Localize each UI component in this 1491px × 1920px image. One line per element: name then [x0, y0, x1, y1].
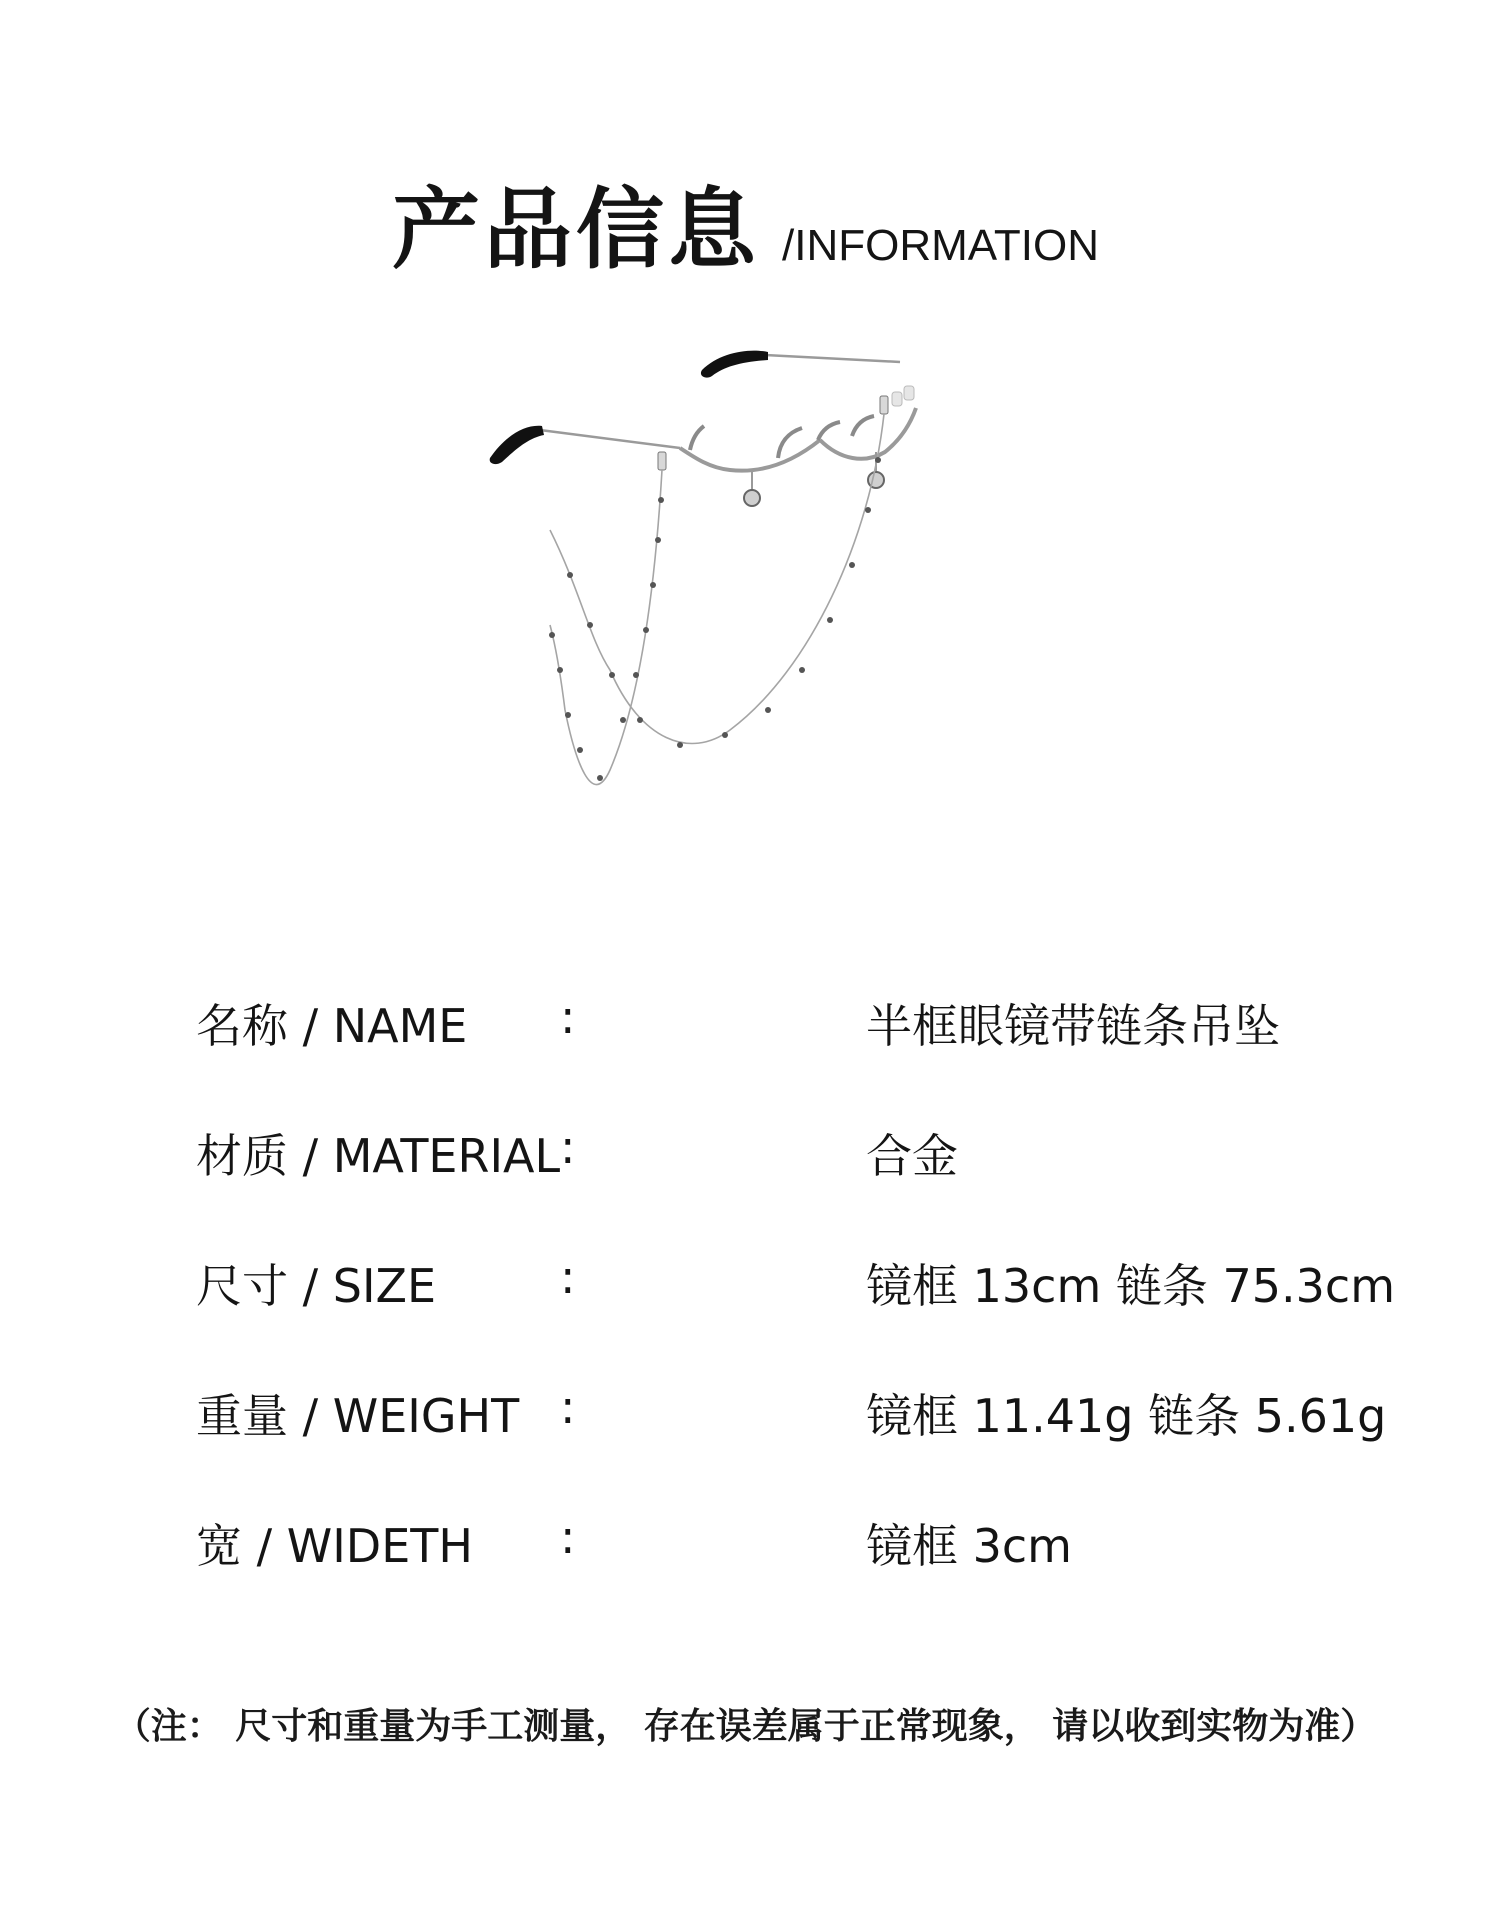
spec-value: 镜框 11.41g 链条 5.61g — [866, 1389, 1387, 1443]
spec-row-name — [196, 970, 1376, 1100]
spec-label: 重量 / WEIGHT — [196, 1389, 520, 1443]
spec-value: 半框眼镜带链条吊坠 — [866, 999, 1280, 1053]
front-temple-arm — [540, 430, 680, 448]
right-rim — [820, 408, 916, 459]
chain-beads — [549, 457, 881, 781]
spec-label: 宽 / WIDETH — [196, 1519, 473, 1573]
spec-label: 材质 / MATERIAL — [196, 1129, 561, 1183]
horn-decoration — [690, 426, 704, 450]
page-header — [0, 160, 1491, 286]
page-title: 产品信息 — [392, 178, 761, 281]
chain-clip — [880, 396, 888, 414]
back-temple-tip — [701, 351, 768, 378]
chain-clip — [658, 452, 666, 470]
spec-row-size — [196, 1230, 1396, 1360]
spec-table — [196, 970, 1396, 1620]
left-rim — [680, 440, 820, 471]
nose-pad — [892, 392, 902, 406]
spec-colon: : — [560, 1250, 576, 1304]
horn-decoration — [852, 416, 874, 436]
spec-colon: : — [560, 1120, 576, 1174]
spec-value: 合金 — [866, 1129, 958, 1183]
spec-colon: : — [560, 990, 576, 1044]
front-temple-tip — [490, 426, 544, 464]
spec-value: 镜框 3cm — [866, 1519, 1072, 1573]
disclaimer-note: （注： 尺寸和重量为手工测量， 存在误差属于正常现象， 请以收到实物为准） — [114, 1706, 1377, 1747]
pendant-charm — [744, 490, 760, 506]
spec-label: 名称 / NAME — [196, 999, 468, 1053]
spec-row-width — [196, 1490, 1376, 1620]
spec-row-weight — [196, 1360, 1387, 1490]
spec-row-material — [196, 1100, 1376, 1230]
spec-colon: : — [560, 1380, 576, 1434]
spec-value: 镜框 13cm 链条 75.3cm — [866, 1259, 1396, 1313]
glasses-chain-illustration — [480, 340, 1060, 920]
horn-decoration — [818, 422, 840, 440]
nose-pad — [904, 386, 914, 400]
pendant-charm — [868, 472, 884, 488]
chain-strand — [550, 414, 884, 744]
spec-colon: : — [560, 1510, 576, 1564]
spec-label: 尺寸 / SIZE — [196, 1259, 437, 1313]
back-temple-arm — [765, 355, 900, 362]
page-subtitle: /INFORMATION — [782, 221, 1099, 270]
